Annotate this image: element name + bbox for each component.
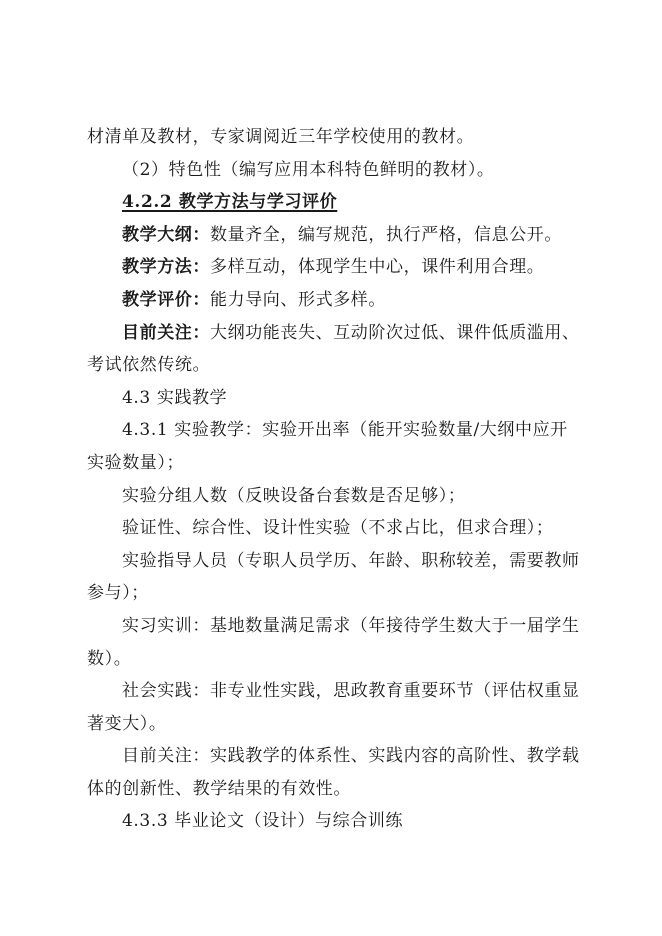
paragraph-line (87, 545, 583, 578)
body-text: 实验分组人数（反映设备台套数是否足够）； (122, 485, 466, 506)
paragraph-line (87, 643, 583, 676)
body-text: 实验指导人员（专职人员学历、年龄、职称较差，需要教师 (122, 550, 580, 571)
paragraph-line (87, 773, 583, 806)
bold-label: 教学方法： (122, 257, 210, 278)
section-heading-line (87, 186, 583, 219)
body-text: 材清单及教材，专家调阅近三年学校使用的教材。 (87, 127, 475, 147)
body-text: 大纲功能丧失、互动阶次过低、课件低质滥用、 (210, 322, 580, 343)
paragraph-line (87, 121, 583, 154)
body-text: 社会实践：非专业性实践，思政教育重要环节（评估权重显 (122, 681, 580, 702)
bold-label: 教学大纲： (122, 224, 210, 245)
paragraph-line (87, 154, 583, 187)
body-text: 验证性、综合性、设计性实验（不求占比，但求合理）； (122, 518, 554, 539)
paragraph-line (87, 447, 583, 480)
body-text: （2）特色性（编写应用本科特色鲜明的教材）。 (122, 159, 495, 180)
section-heading-line (87, 805, 583, 838)
paragraph-line (87, 512, 583, 545)
document-body (87, 121, 583, 838)
paragraph-line (87, 251, 583, 284)
body-text: 体的创新性、教学结果的有效性。 (87, 778, 351, 799)
paragraph-line (87, 480, 583, 513)
body-text: 多样互动，体现学生中心，课件利用合理。 (210, 257, 545, 278)
bold-label: 教学评价： (122, 289, 210, 310)
body-text: 能力导向、形式多样。 (210, 289, 386, 310)
body-text: 数量齐全，编写规范，执行严格，信息公开。 (210, 224, 562, 245)
paragraph-line (87, 219, 583, 252)
body-text: 考试依然传统。 (87, 355, 211, 376)
body-text: 目前关注：实践教学的体系性、实践内容的高阶性、教学载 (122, 746, 580, 767)
section-heading-4-3: 4.3 实践教学 (122, 387, 228, 408)
body-text: 实验数量）； (87, 452, 185, 473)
section-heading-line (87, 382, 583, 415)
paragraph-line (87, 414, 583, 447)
body-text: 参与）； (87, 583, 149, 604)
paragraph-line (87, 610, 583, 643)
paragraph-line (87, 317, 583, 350)
section-heading-4-3-3: 4.3.3 毕业论文（设计）与综合训练 (122, 811, 404, 832)
paragraph-line (87, 577, 583, 610)
paragraph-line (87, 349, 583, 382)
body-text: 著变大）。 (87, 713, 167, 734)
paragraph-line (87, 708, 583, 741)
body-text: 实习实训：基地数量满足需求（年接待学生数大于一届学生 (122, 615, 580, 636)
paragraph-line (87, 284, 583, 317)
paragraph-line (87, 675, 583, 708)
section-heading-4-2-2: 4.2.2 教学方法与学习评价 (122, 192, 338, 213)
paragraph-line (87, 740, 583, 773)
body-text: 4.3.1 实验教学：实验开出率（能开实验数量/大纲中应开 (122, 420, 568, 441)
body-text: 数）。 (87, 648, 132, 669)
bold-label: 目前关注： (122, 322, 210, 343)
